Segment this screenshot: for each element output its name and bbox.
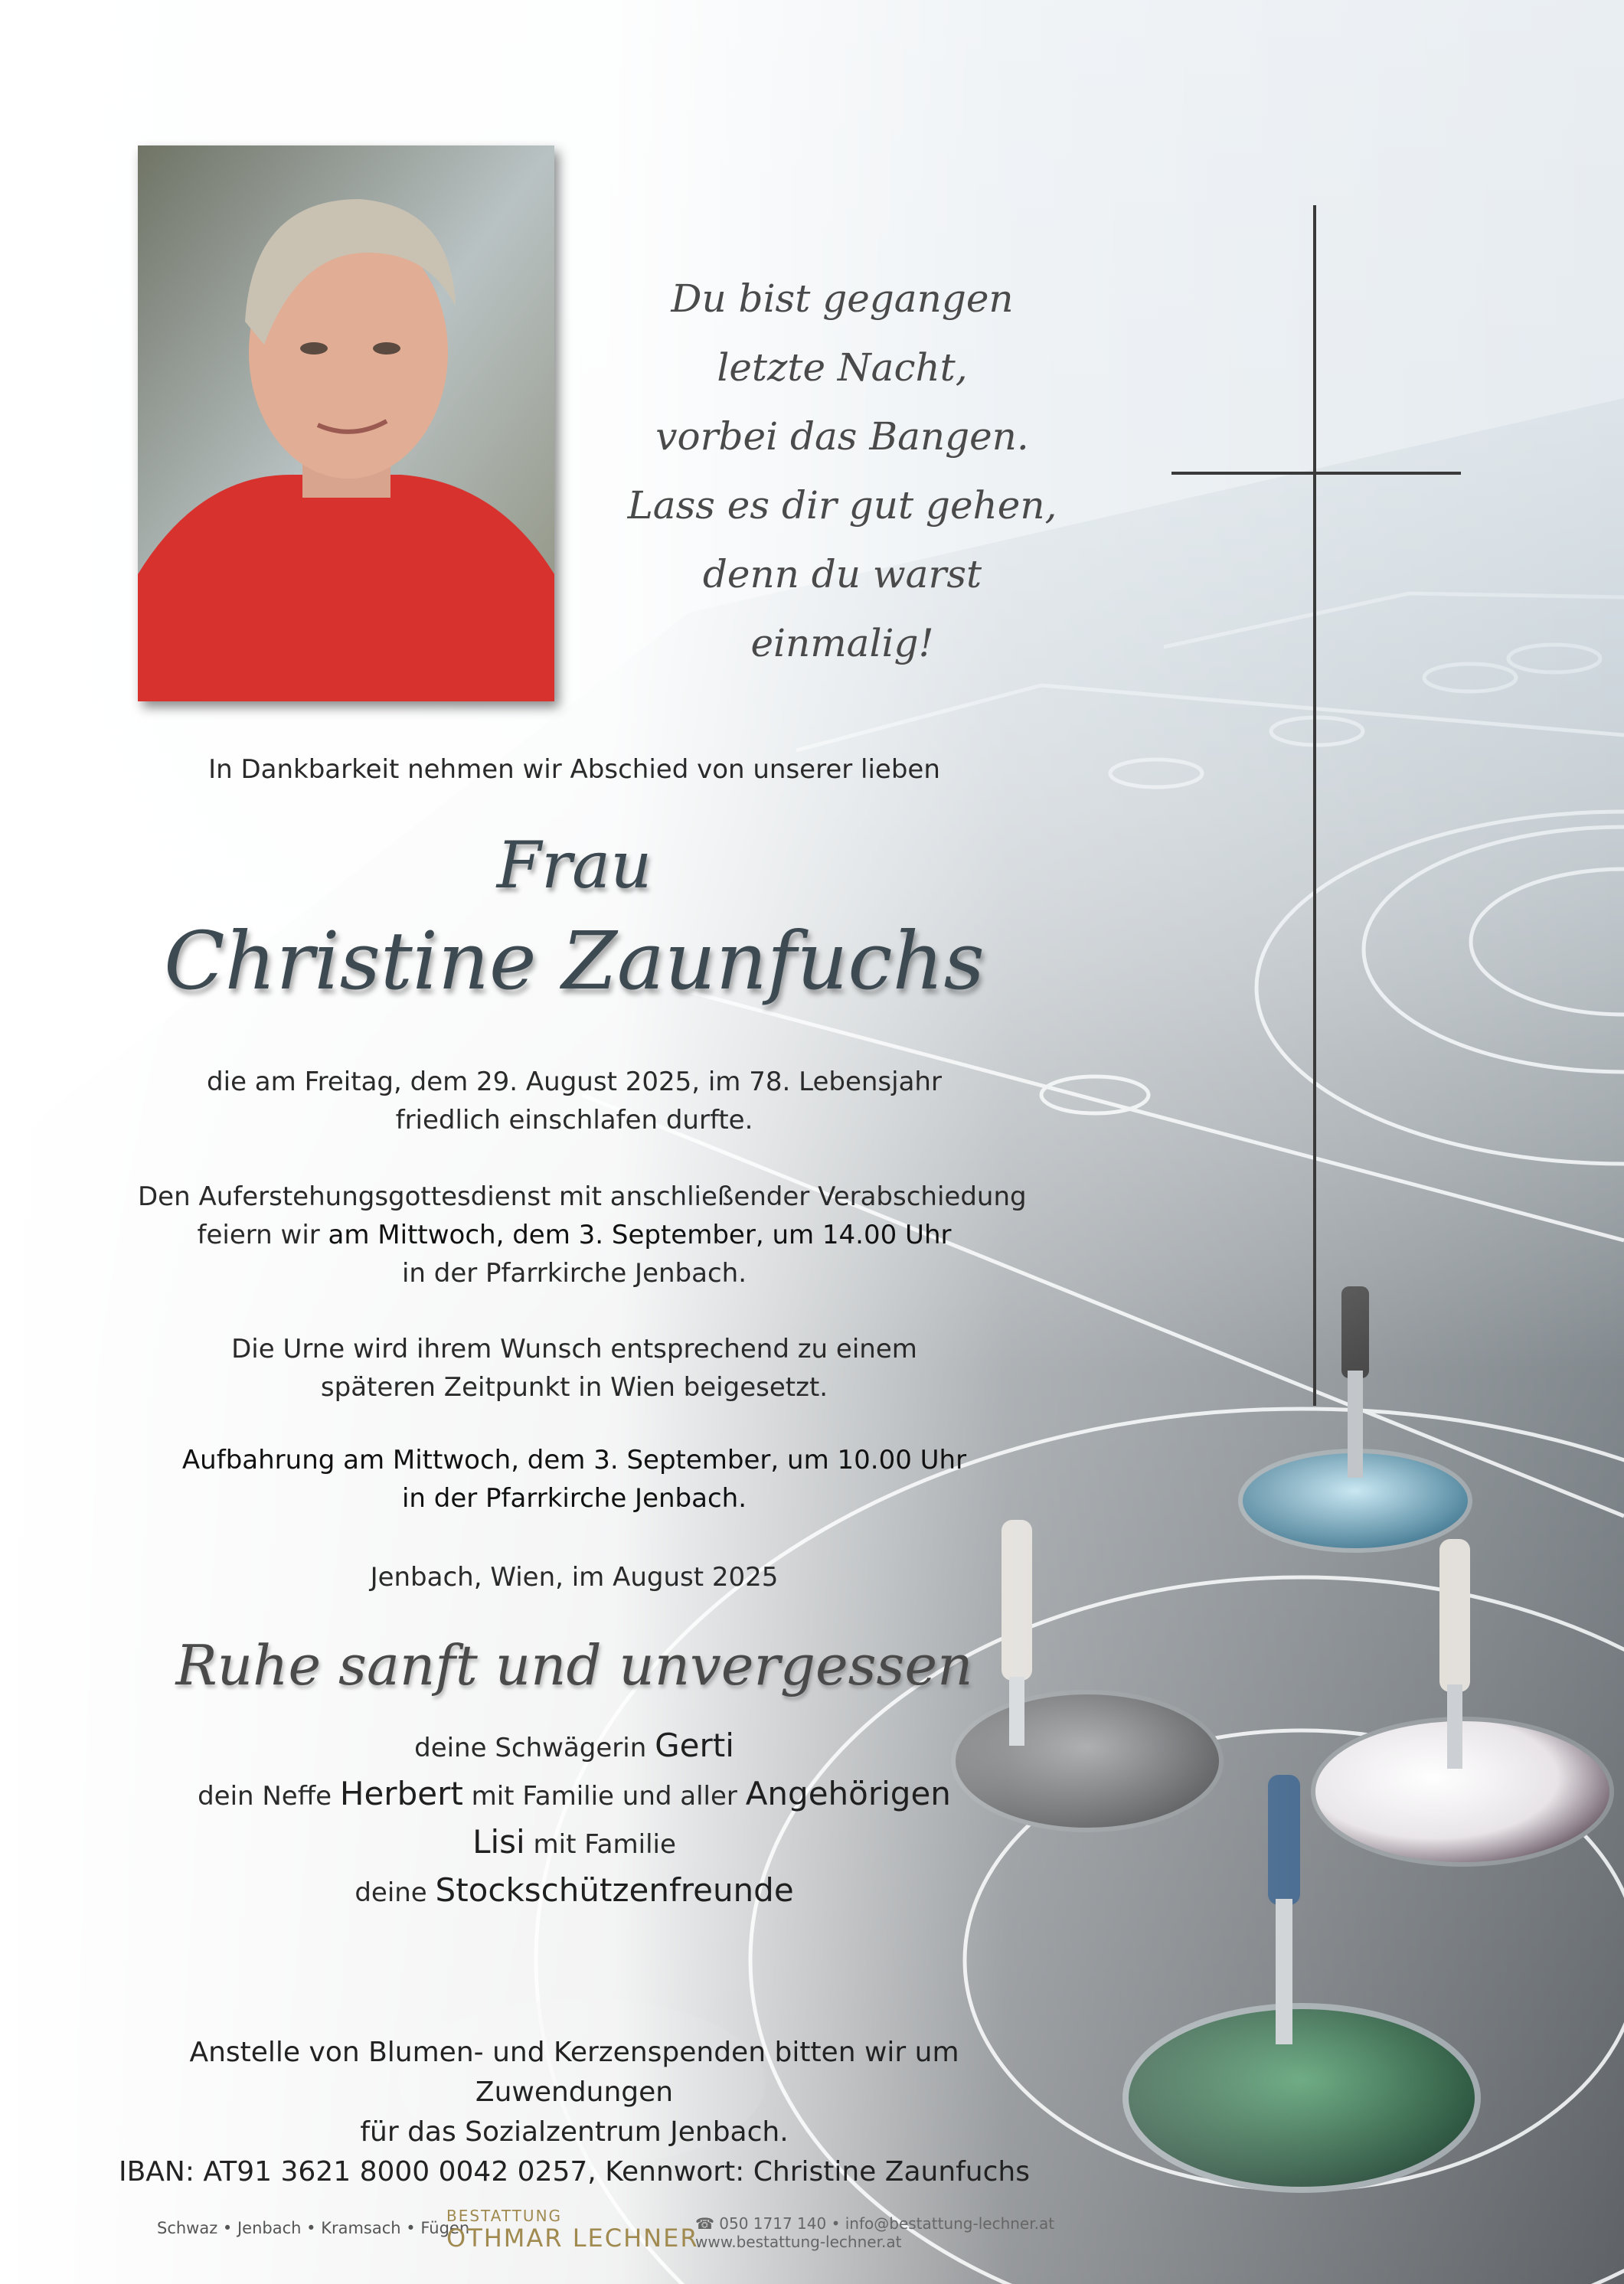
footer-locations: Schwaz • Jenbach • Kramsach • Fügen [157, 2219, 470, 2237]
mourner-line: Lisi mit Familie [472, 1823, 676, 1861]
viewing-notice: Aufbahrung am Mittwoch, dem 3. September, um 10.00 Uhr in der Pfarrkirche Jenbach. [181, 1445, 967, 1514]
mourner-line: dein Neffe Herbert mit Familie und aller Angehörigen [198, 1775, 951, 1812]
cross-horizontal-bar [1171, 472, 1461, 475]
funeral-home-logo: BESTATTUNG OTHMAR LECHNER [446, 2207, 699, 2253]
poem [582, 264, 1103, 678]
poem-line: Du bist gegangen [671, 276, 1014, 321]
mourner-line: deine Stockschützenfreunde [355, 1871, 794, 1909]
poem-line: einmalig! [750, 621, 934, 665]
intro-text: In Dankbarkeit nehmen wir Abschied von unserer lieben [208, 754, 940, 785]
service-prefix: feiern wir [197, 1220, 328, 1250]
poem-line: Lass es dir gut gehen, [627, 483, 1057, 528]
portrait-photo [138, 145, 554, 701]
title-frau: Frau [496, 828, 652, 903]
deceased-name: Christine Zaunfuchs [164, 914, 985, 1008]
footer-phone-email: ☎ 050 1717 140 • info@bestattung-lechner.at [695, 2214, 1055, 2233]
footer-website: www.bestattung-lechner.at [695, 2233, 902, 2251]
service-notice: Den Auferstehungsgottesdienst mit anschließender Verabschiedung feiern wir am Mittwoch, dem 3. September, um 14.00 Uhr in der Pfarrkirche Jenbach. [138, 1181, 1027, 1289]
mourners-list [138, 1723, 1011, 1916]
footer-contact [695, 2214, 1054, 2251]
urn-notice: Die Urne wird ihrem Wunsch entsprechend zu einem späteren Zeitpunkt in Wien beigesetzt. [231, 1334, 917, 1403]
poem-line: vorbei das Bangen. [655, 414, 1029, 459]
donation-request: Anstelle von Blumen- und Kerzenspenden bitten wir um Zuwendungen für das Sozialzentrum Jenbach. IBAN: AT91 3621 8000 0042 0257, Kennwort: Christine Zaunfuchs [118, 2037, 1030, 2188]
mourner-line: deine Schwägerin Gerti [414, 1727, 734, 1764]
poem-line: letzte Nacht, [717, 345, 968, 390]
place-date: Jenbach, Wien, im August 2025 [370, 1562, 779, 1593]
cross-vertical-bar [1313, 205, 1316, 1406]
closing-phrase: Ruhe sanft und unvergessen [175, 1633, 973, 1697]
poem-line: denn du warst [702, 552, 982, 596]
service-datetime: am Mittwoch, dem 3. September, um 14.00 Uhr [328, 1220, 952, 1250]
death-notice: die am Freitag, dem 29. August 2025, im 78. Lebensjahr friedlich einschlafen durfte. [207, 1067, 942, 1135]
